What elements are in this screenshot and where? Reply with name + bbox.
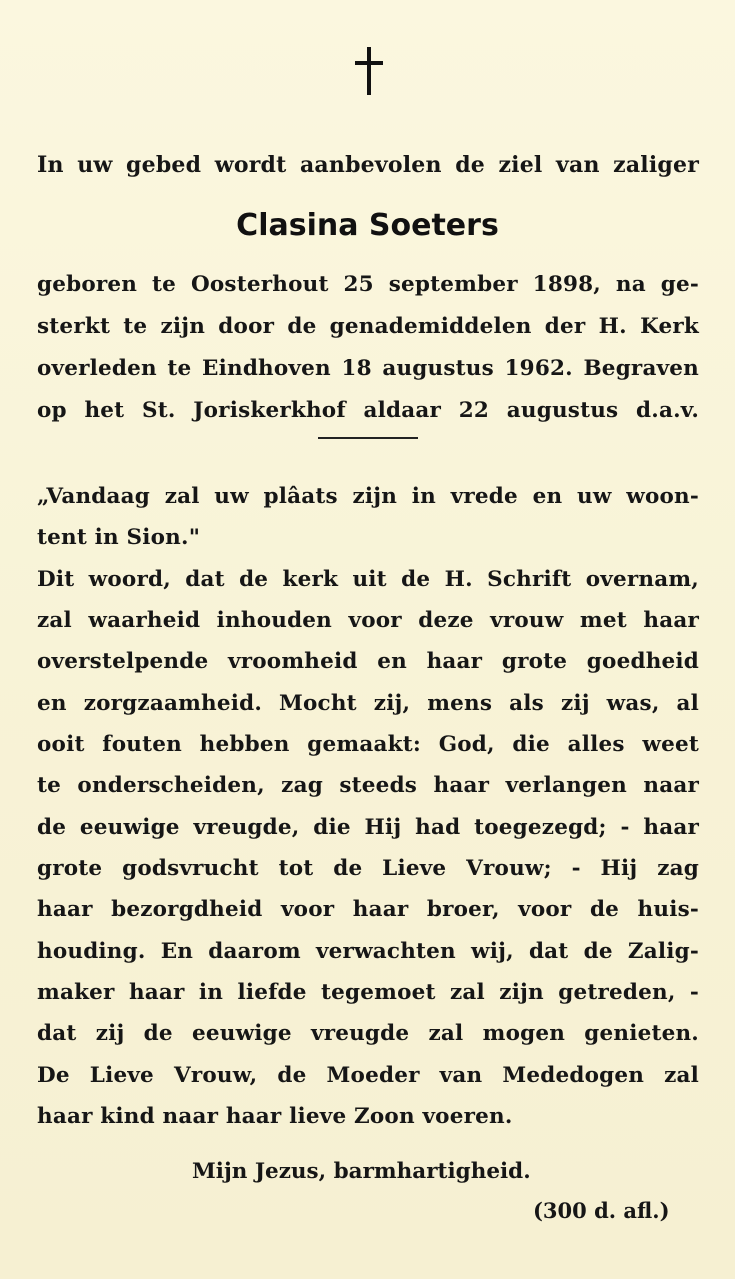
divider xyxy=(318,437,418,439)
text-line: grote godsvrucht tot de Lieve Vrouw; - Hij zag xyxy=(37,856,699,881)
closing-prayer: Mijn Jezus, barmhartigheid. xyxy=(192,1159,531,1184)
text-line: te onderscheiden, zag steeds haar verlangen naar xyxy=(37,773,699,798)
deceased-name: Clasina Soeters xyxy=(236,208,499,243)
text-line: overstelpende vroomheid en haar grote goedheid xyxy=(37,649,699,674)
text-line: houding. En daarom verwachten wij, dat de Zalig- xyxy=(37,939,699,964)
text-line: „Vandaag zal uw plâats zijn in vrede en uw woon- xyxy=(37,484,699,509)
bio-line: sterkt te zijn door de genademiddelen der H. Kerk xyxy=(37,314,699,339)
indulgence-note: (300 d. afl.) xyxy=(533,1198,670,1223)
text-line: dat zij de eeuwige vreugde zal mogen genieten. xyxy=(37,1021,699,1046)
text-line: De Lieve Vrouw, de Moeder van Mededogen zal xyxy=(37,1063,699,1088)
text-line: ooit fouten hebben gemaakt: God, die alles weet xyxy=(37,732,699,757)
text-line: haar kind naar haar lieve Zoon voeren. xyxy=(37,1104,513,1129)
text-line: maker haar in liefde tegemoet zal zijn getreden, - xyxy=(37,980,699,1005)
text-line: Dit woord, dat de kerk uit de H. Schrift overnam, xyxy=(37,567,699,592)
text-line: tent in Sion." xyxy=(37,525,201,550)
bio-line: op het St. Joriskerkhof aldaar 22 augustus d.a.v. xyxy=(37,398,699,423)
intro-line: In uw gebed wordt aanbevolen de ziel van zaliger xyxy=(37,152,699,178)
text-line: haar bezorgdheid voor haar broer, voor de huis- xyxy=(37,897,699,922)
bio-line: geboren te Oosterhout 25 september 1898, na ge- xyxy=(37,272,699,297)
text-line: de eeuwige vreugde, die Hij had toegezegd; - haar xyxy=(37,815,699,840)
text-line: en zorgzaamheid. Mocht zij, mens als zij was, al xyxy=(37,691,699,716)
bio-line: overleden te Eindhoven 18 augustus 1962. Begraven xyxy=(37,356,699,381)
cross-icon xyxy=(352,47,386,97)
text-line: zal waarheid inhouden voor deze vrouw met haar xyxy=(37,608,699,633)
